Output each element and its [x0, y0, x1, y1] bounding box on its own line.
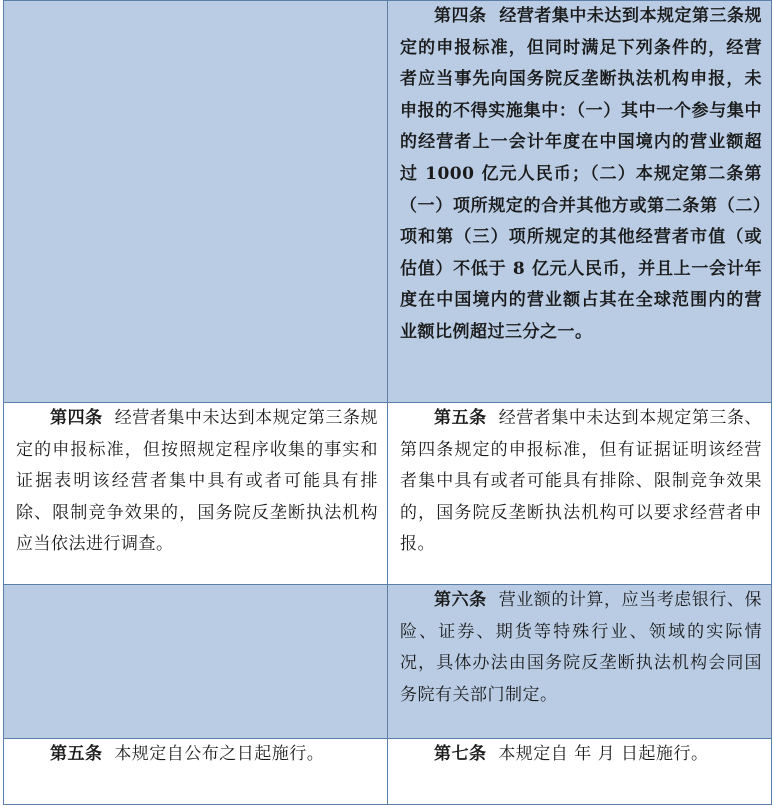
new-version-cell-article-4 — [388, 1, 772, 403]
article-text: 本规定自公布之日起施行。 — [114, 744, 325, 764]
new-version-cell-article-5 — [388, 403, 772, 585]
old-version-cell-article-5 — [4, 739, 388, 805]
article-number: 第四条 — [434, 6, 487, 26]
article-number: 第五条 — [50, 744, 103, 764]
table-row — [4, 1, 772, 403]
table-row — [4, 403, 772, 585]
article-text: 经营者集中未达到本规定第三条规定的申报标准，但按照规定程序收集的事实和证据表明该经营者集中具有或者可能具有排除、限制竞争效果的，国务院反垄断执法机构应当依法进行调查。 — [16, 408, 379, 555]
old-version-cell-article-4 — [4, 403, 388, 585]
article-text: 营业额的计算，应当考虑银行、保险、证券、期货等特殊行业、领域的实际情况，具体办法由国务院反垄断执法机构会同国务院有关部门制定。 — [400, 590, 763, 705]
article-number: 第六条 — [434, 590, 487, 610]
article-text: 本规定自 年 月 日起施行。 — [498, 744, 709, 764]
old-version-cell-empty — [4, 585, 388, 739]
new-version-cell-article-6 — [388, 585, 772, 739]
article-number: 第四条 — [50, 408, 103, 428]
article-text: 经营者集中未达到本规定第三条规定的申报标准，但同时满足下列条件的，经营者应当事先向国务院反垄断执法机构申报，未申报的不得实施集中：（一）其中一个参与集中的经营者上一会计年度在中国境内的营业额超过 1000 亿元人民币；（二）本规定第二条第（一）项所规定的合并其他方或第二条第（二）项和第（三）项所规定的其他经营者市值（或估值）不低于 8 亿元人民币，并且上一会计年度在中国境内的营业额占其在全球范围内的营业额比例超过三分之一。 — [400, 6, 762, 342]
table-row — [4, 585, 772, 739]
article-text: 经营者集中未达到本规定第三条、第四条规定的申报标准，但有证据证明该经营者集中具有或者可能具有排除、限制竞争效果的，国务院反垄断执法机构可以要求经营者申报。 — [400, 408, 763, 555]
new-version-cell-article-7 — [388, 739, 772, 805]
old-version-cell-empty — [4, 1, 388, 403]
article-number: 第五条 — [434, 408, 487, 428]
regulation-comparison-table — [3, 0, 772, 805]
article-number: 第七条 — [434, 744, 487, 764]
table-row — [4, 739, 772, 805]
